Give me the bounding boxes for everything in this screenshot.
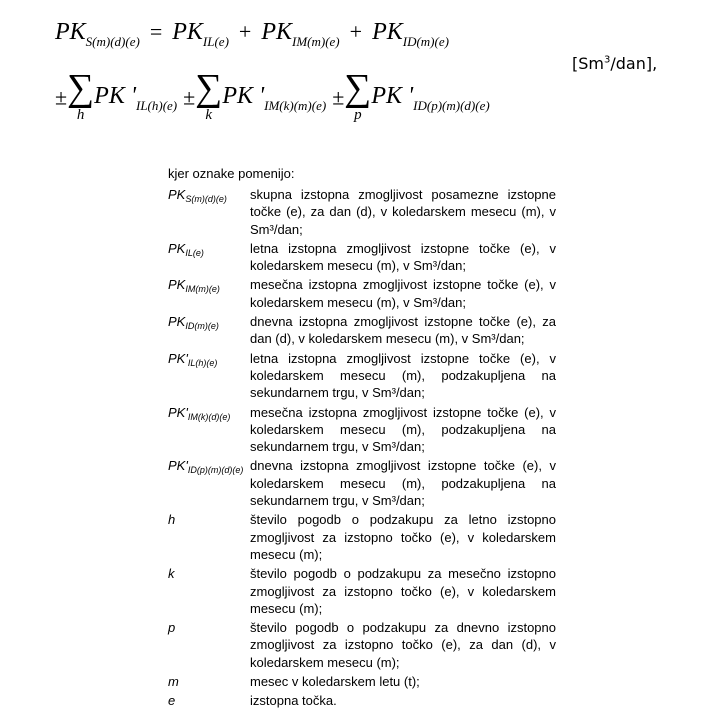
sum-h: ∑ h (67, 67, 95, 124)
definition-symbol-base: PK (168, 240, 186, 256)
sum-p: ∑ p (344, 67, 372, 124)
definition-symbol (168, 692, 250, 709)
definitions-intro: kjer oznake pomenijo: (168, 166, 295, 181)
sum-index-p: p (354, 107, 362, 124)
definition-symbol (168, 565, 250, 617)
formula-lhs: $PK_{S(m)(d)(e)}$ (55, 19, 140, 49)
formula-sum-term-il: PK '$_{IL(h)(e)}$ (94, 83, 178, 114)
definition-text: letna izstopna zmogljivost izstopne točke (e), v koledarskem mesecu (m), podzakupljena na sekundarnem trgu, v Sm³/dan; (250, 350, 556, 401)
formula-line-1 (55, 19, 449, 49)
definition-text: izstopna točka. (250, 693, 337, 709)
sum-term-im-sub: IM(k)(m)(e) (264, 98, 327, 114)
definition-text: število pogodb o podzakupu za mesečno izstopno zmogljivost za izstopno točko (e), v koledarskem mesecu (m); (250, 566, 556, 616)
formula-sum-term-id: PK '$_{ID(p)(m)(d)(e)}$ (371, 83, 490, 114)
definition-text: letna izstopna zmogljivost izstopne točke (e), v koledarskem mesecu (m), v Sm³/dan; (250, 240, 556, 274)
definition-symbol (168, 673, 250, 690)
equals-sign: = (149, 19, 163, 44)
plus-minus-sign: ± (332, 84, 345, 110)
definition-symbol (168, 457, 250, 509)
definition-row (168, 350, 556, 402)
sum-term-il-sub: IL(h)(e) (135, 98, 178, 114)
formula-unit (572, 54, 657, 73)
definition-row (168, 313, 556, 348)
plus-minus-sign: ± (183, 84, 196, 110)
definition-symbol-sub: ID(p)(m)(d)(e) (187, 465, 244, 476)
definition-symbol (168, 313, 250, 348)
formula-term-id-sub: ID(m)(e) (402, 34, 449, 49)
definition-symbol-sub: IL(h)(e) (187, 357, 218, 368)
plus-sign: + (238, 19, 252, 44)
formula-term-il-sub: IL(e) (202, 34, 229, 49)
definition-symbol-base: PK (168, 314, 186, 330)
definition-symbol (168, 511, 250, 563)
definition-text: mesečna izstopna zmogljivost izstopne točke (e), v koledarskem mesecu (m), v Sm³/dan; (250, 277, 556, 310)
definition-row (168, 565, 556, 617)
definition-symbol-base: e (168, 693, 176, 709)
definition-symbol-base: PK' (168, 404, 188, 420)
definition-symbol-sub: IM(m)(e) (185, 284, 220, 295)
definition-symbol-base: PK' (168, 458, 188, 474)
definition-text: število pogodb o podzakupu za dnevno izstopno zmogljivost za izstopno točko (e), za dan (d), v koledarskem mesecu (m); (250, 620, 556, 670)
definition-symbol (168, 276, 250, 311)
definition-symbol-sub: IM(k)(d)(e) (187, 411, 231, 422)
unit-prefix: [Sm (572, 54, 604, 73)
unit-exponent: 3 (603, 54, 611, 66)
definition-row (168, 673, 556, 690)
definition-row (168, 276, 556, 311)
formula-term-il: $PK_{IL(e)}$ (172, 19, 229, 49)
definition-text: dnevna izstopna zmogljivost izstopne točke (e), v koledarskem mesecu (m), podzakupljena na sekundarnem trgu, v Sm³/dan; (250, 458, 556, 509)
definition-symbol-base: PK (168, 187, 186, 202)
definition-symbol-sub: S(m)(d)(e) (185, 194, 227, 204)
definition-text: dnevna izstopna zmogljivost izstopne točke (e), za dan (d), v koledarskem mesecu (m), v Sm³/dan; (250, 314, 556, 347)
formula-lhs-sub: S(m)(d)(e) (85, 34, 140, 49)
definition-row (168, 511, 556, 563)
definition-row (168, 240, 556, 275)
definition-symbol-base: h (168, 512, 176, 528)
sum-index-k: k (205, 107, 213, 124)
plus-minus-sign: ± (55, 84, 68, 110)
definition-row (168, 404, 556, 456)
definition-row (168, 457, 556, 509)
definition-symbol-sub: ID(m)(e) (185, 321, 219, 332)
definition-text: skupna izstopna zmogljivost posamezne izstopne točke (e), za dan (d), v koledarskem mesecu (m), v Sm³/dan; (250, 187, 556, 237)
definition-symbol (168, 240, 250, 275)
plus-sign: + (349, 19, 363, 44)
formula-term-im-sub: IM(m)(e) (292, 34, 340, 49)
definition-row (168, 692, 556, 709)
sum-term-id-sub: ID(p)(m)(d)(e) (413, 98, 490, 114)
definition-text: število pogodb o podzakupu za letno izstopno zmogljivost za izstopno točko (e), v koledarskem mesecu (m); (250, 512, 556, 562)
definition-text: mesec v koledarskem letu (t); (250, 674, 420, 690)
definition-symbol-base: PK' (168, 350, 188, 366)
definition-text: mesečna izstopna zmogljivost izstopne točke (e), v koledarskem mesecu (m), podzakupljena na sekundarnem trgu, v Sm³/dan; (250, 404, 556, 455)
sum-index-h: h (76, 107, 85, 124)
formula-term-im: $PK_{IM(m)(e)}$ (261, 19, 340, 49)
definition-symbol-base: m (168, 674, 179, 690)
definition-symbol-base: PK (168, 277, 186, 293)
definition-symbol (168, 350, 250, 402)
definition-row (168, 619, 556, 671)
definition-symbol-sub: IL(e) (185, 247, 204, 258)
sum-k: ∑ k (195, 67, 223, 124)
formula-line-2 (55, 67, 490, 124)
formula-term-id: $PK_{ID(m)(e)}$ (372, 19, 449, 49)
definition-symbol-base: p (168, 620, 176, 636)
definition-symbol (168, 404, 250, 456)
definition-symbol (168, 619, 250, 671)
definition-row (168, 186, 556, 238)
unit-suffix: /dan], (610, 54, 658, 73)
definitions-list (168, 186, 556, 712)
definition-symbol-base: k (168, 566, 175, 582)
definition-symbol (168, 186, 250, 238)
formula-sum-term-im: PK '$_{IM(k)(m)(e)}$ (222, 83, 327, 114)
